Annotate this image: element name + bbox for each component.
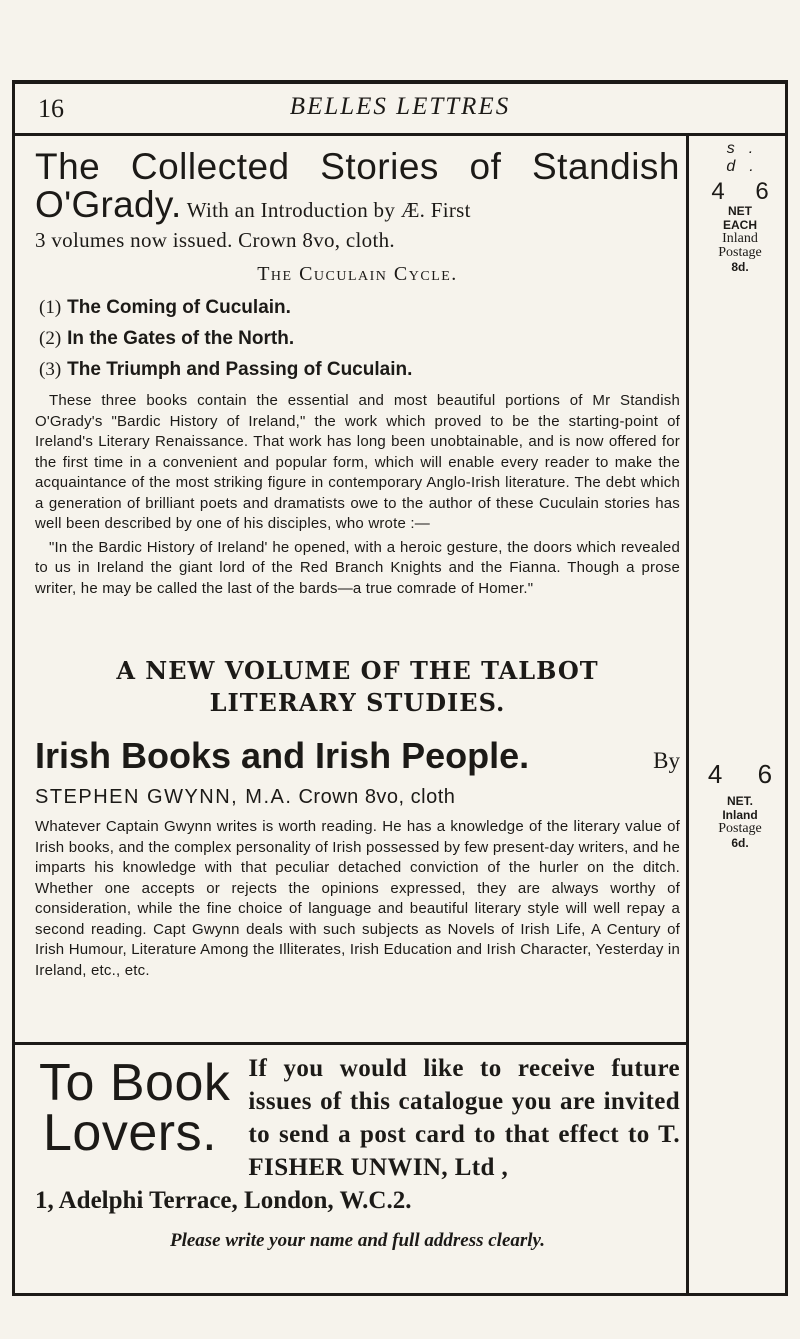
entry-author: STEPHEN GWYNN, M.A. [35,786,293,808]
price-postage: Postage [718,245,762,260]
book-lovers-address: 1, Adelphi Terrace, London, W.C.2. [35,1187,412,1214]
page-header [12,84,788,136]
entry-author-line [35,783,680,811]
price-amount: 4 6 [707,759,787,789]
volume-number: (1) [39,297,62,318]
price-amount: 4 6 [711,178,781,205]
book-lovers-text: If you would like to receive future issues of this catalogue you are invited to send a post card to that effect to T. FISHER UNWIN, Ltd , [248,1055,680,1181]
volume-list [35,292,680,385]
entry-title [35,734,680,783]
volume-title: The Triumph and Passing of Cuculain. [67,359,413,380]
entry-description: Whatever Captain Gwynn writes is worth reading. He has a knowledge of the literary value of Irish books, and the complex personality of Irish possessed by few present-day writers, and he imparts his knowledge with that peculiar detached conviction of the hurler on the ditch. Whether one accepts or rejects the opinions expressed, they are always worthy of consideration, while the fine choice of language and beautiful literary style will well repay a second reading. Capt Gwynn deals with such subjects as Novels of Irish Life, A Century of Irish Humour, Literature Among the Illiterates, Irish Education and Irish Character, Yesterday in Ireland, etc., etc. [35,818,680,979]
entry-irish-books [35,734,680,981]
talbot-banner [35,655,680,719]
price-each: EACH [722,218,757,232]
entry-title: The Collected Stories of Standish [35,146,680,187]
banner-line: A NEW VOLUME OF THE TALBOT [116,656,599,685]
price-inland: Inland [722,231,758,246]
running-head: BELLES LETTRES [289,93,511,120]
price-net: NET. [726,794,753,808]
price-net: NET [728,204,752,218]
section-divider [15,1042,687,1045]
price-inland: Inland [722,808,758,822]
banner-line: LITERARY STUDIES. [209,688,506,717]
currency-head: s. d. [726,140,768,175]
price-postage-amount: 6d. [731,836,749,850]
entry-format: Crown 8vo, cloth [292,786,456,808]
price-postage-amount: 8d. [731,260,749,274]
entry-by: By [653,748,680,773]
volume-number: (3) [39,359,62,380]
book-lovers-title-line: To Book [39,1054,231,1112]
list-item [35,323,680,354]
book-lovers-title [39,1054,231,1162]
entry-title-text: Irish Books and Irish People. [35,735,530,776]
cycle-heading: The Cuculain Cycle. [257,263,458,285]
entry-standish-ogrady [35,144,680,599]
price-column-divider [686,136,689,1294]
entry-description: These three books contain the essential and most beautiful portions of Mr Standish O'Grady's "Bardic History of Ireland," the work which proved to be the starting-point of Ireland's Literary Renaissance. That work has long been unobtainable, and is now offered for the first time in a convenient and popular form, which will enable every reader to make the acquaintance of the most striking figure in contemporary Anglo-Irish literature. The debt which a generation of brilliant poets and dramatists owe to the author of these Cuculain stories has well been described by one of his disciples, who wrote :— [35,392,680,532]
page-number: 16 [38,94,64,123]
entry-introduction-note: With an Introduction by Æ. First [181,198,471,222]
book-lovers-note: Please write your name and full address clearly. [169,1230,546,1251]
volume-number: (2) [39,328,62,349]
entry-title-continuation [35,184,680,225]
entry-subtitle: 3 volumes now issued. Crown 8vo, cloth. [35,228,395,252]
volume-title: In the Gates of the North. [67,328,295,349]
volume-title: The Coming of Cuculain. [67,297,291,318]
list-item [35,292,680,323]
price-block [692,760,788,850]
book-lovers-title-line: Lovers. [43,1104,218,1162]
price-block [692,140,788,274]
entry-title-end: O'Grady. [35,184,182,225]
price-postage: Postage [718,821,762,836]
entry-quote: "In the Bardic History of Ireland' he opened, with a heroic gesture, the doors which revealed to us in Ireland the giant lord of the Red Branch Knights and the Fianna. Though a prose writer, he may be called the last of the bards—a true comrade of Homer." [35,538,680,597]
list-item [35,354,680,385]
book-lovers-notice [35,1052,680,1255]
